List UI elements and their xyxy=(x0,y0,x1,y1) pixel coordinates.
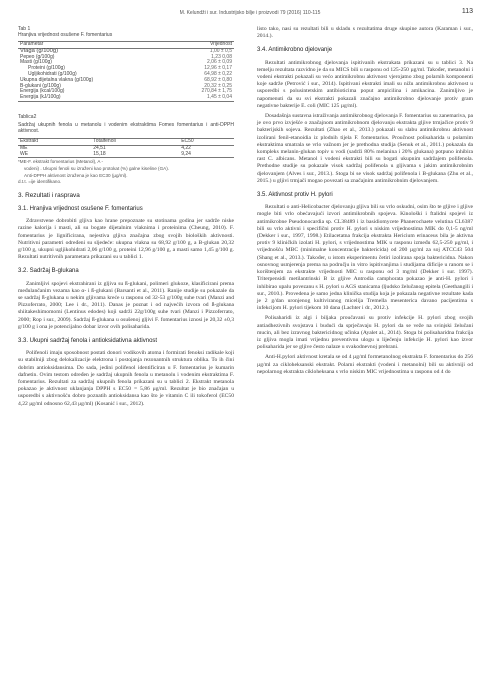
table-cell-value: 20,32 ± 0,25 xyxy=(204,82,232,89)
table-2-footnote: vodeni) . Ukupni fenoli su izraženi kao protokat (%) galne kiseline (GA). xyxy=(24,165,170,171)
table-cell-name: Pepeo (g/100g) xyxy=(20,53,55,60)
paragraph: listo tako, nasi su rezultati bili u skladu s rezultatima druge skupine autora (Karaman i sur., 2014.). xyxy=(257,26,473,40)
subsection-heading: 3.5. Aktivnost protiv H. pylori xyxy=(257,192,333,199)
table-cell-name: Energija (kJ/100g) xyxy=(18,95,167,101)
table-cell-name: ME xyxy=(20,144,28,151)
table-1-col-header: Parametar xyxy=(18,42,167,49)
table-cell-name: Ugljikohidrati (g/100g) xyxy=(28,70,77,77)
table-cell-name: Masti (g/100g) xyxy=(20,59,52,66)
table-2-col-header: Totalfenoli xyxy=(91,138,179,145)
table-cell-name: Ukupna dijetalna vlakna (g/100g) xyxy=(20,76,94,83)
running-header xyxy=(0,8,491,20)
table-cell-value: 15,18 xyxy=(91,152,179,158)
table-cell-value: 1,23 0,08 xyxy=(211,53,232,60)
table-2-footnote: *ME-F. ekstrakt fomentarius (Metanol), A - xyxy=(18,159,104,165)
table-cell-value: 68,92 ± 0,80 xyxy=(204,76,232,83)
table-1-caption: Hranjiva vrijednost osušene F. fomentarius xyxy=(18,32,113,38)
table-cell-value: 270,84 ± 1,75 xyxy=(201,88,232,95)
table-cell-value: 2,06 ± 0,09 xyxy=(207,59,232,66)
table-cell-value: 1,45 ± 0,04 xyxy=(167,95,234,101)
table-row xyxy=(18,95,234,101)
paragraph: Zanimljivi spojevi ekstrahirani iz gljiva su ß-glukani, polimeri glukoze, klasificirani prema međulančanim vezama kao α- i ß-glukani (Barsanti et al., 2011). Ranije studije su pokazale da se sadržaj ß-glukana u nekim gljivama kreće u rasponu od 32-53 g/100g suhe tvari (Manzi and Pizzoferrato, 2000; Lee i dr., 2011). Danas je poznat i od najvećih izvora od ß-glukana shiitakeshimomomi (Lentinus edodes) koji sadrži 22g/100g suhe tvari (Manzi i Pizzoferrato, 2000; Rop i sur., 2009). Sadržaj ß-glukana u osušenoj gljivi F. fomentarius iznosi je 20,32 ±0,3 g/100 g i ona je potencijalno dobar izvor ovih polisaharida. xyxy=(18,280,234,330)
table-1-grid xyxy=(18,41,234,102)
paragraph: Polisaharidi iz algi i biljaka proučavani su protiv infekcije H. pylori zbog svojih antiadhezivnih svojstava i budući da sprječavaju H. pylori da se veže na svinjski želučani mucin, ali bez izravnog baktericidnog učinka (Ayalet al., 2014). Stoga bi polisaharidna frakcija iz gljiva mogla imati vrijednu preventivnu ulogu u liječenju infekcije H. pylori kao izvor polisaharida jer se gljive često nalaze u svakodnevnoj prehrani. xyxy=(257,315,473,351)
running-title: M. Kelundži i sur. Industrijsko bilje i proizvodi 79 (2016) 110-115 xyxy=(179,10,321,16)
table-1-label: Tab 1 xyxy=(18,26,31,32)
table-2-footnote: d.t.t. =ije identifikano. xyxy=(18,179,62,185)
paragraph: Dosadašnja sustavna istraživanja antimikrobnog djelovanja F. fomentarius su zanemarivа, pa je ovo prvo izvješće o značajnom antimikrobnom djelovanju ekstrakta gljive trmjačice protiv 9 bakterijskih sojeva. Rezultati (Zhao et al., 2013.) pokazali su slabu antimikrobnu aktivnost izolirani fenil-etanoidia iz plodnih tijela F. fomentarius. Proučnost polisaharida u polarnim ekstraktima smatrala se vrlo važnom jer je prethodna studija (Senuk et al., 2011.) pokazala da kompleks melanin-glukan topiv u vodi (sadrži 80% melanina i 20% glukana) potpuno inhibira rast C. albicans. Metanol i vodeni ekstrakti bili su bogati ukupnim sadržajem polifenola. Prethodne studije su pokazale visok sadržaj polifenola u gljivama s jakim antimikrobnim djelovanjem (Alves i sur., 2013.). Stoga bi se visok sadržaj polifenola i B-glukana (Zhu et al., 2015.) u gljivi trmjači mogao povezati sa značajnim antimikrobnim djelovanjem. xyxy=(257,113,473,184)
table-cell-name: Vlaga (g/100g) xyxy=(20,47,59,54)
table-2-col-header: Ekstrakt xyxy=(18,138,91,145)
table-cell-name: Energija (kcal/100g) xyxy=(20,88,65,95)
table-cell-value: 9,24 xyxy=(179,152,234,158)
paragraph: Anti-H.pylori aktivnost kretala se od 4 µg/ml formetanolnog ekstrakta F. fomentarius do 256 µg/ml za cikloheksanski ekstrakt. Polarni ekstrakti (vodeni i metanolni) bili su aktivniji od nepolarnog ekstrakta cikloheksana s vrlo niskim MIC vrijednostima u rasponu od 4 do xyxy=(257,354,473,375)
subsection-heading: 3.2. Sadržaj B-glukana xyxy=(18,268,79,275)
table-cell-value: 4,22 xyxy=(181,144,191,151)
paragraph: Zdravstvene dobrobiti gljiva kao hrane prepoznate su stotinama godina jer sadrže niske razine kalorija i masti, ali su bogate dijetalnim vlaknima i proteinima (Cheung, 2010). F. fomentarius je lignificirana, nejestiva gljiva značajna zbog svojih bioloških aktivnosti. Nutritivni parametri određeni su sljedeće: ukupna vlakna su 68,92 g/100 g, a B-glukan 20,32 g/100 g, ukupni ugljikohidrati 2,06 g/100 g, proteini 12,96 g/100 g, a masti samo 1,45 g/100 g. Rezultati nutritivnih parametara prikazani su u tablici 1. xyxy=(18,218,234,261)
subsection-heading: 3.1. Hranjiva vrijednost osušene F. fomentarius xyxy=(18,205,143,212)
table-2-footnote: Anti-DPPH aktivnost izražena je kao EC30 (µg/ml). xyxy=(24,172,128,178)
table-cell-name: Proteini (g/100g) xyxy=(28,65,65,72)
table-2 xyxy=(18,114,234,185)
subsection-heading: 3.4. Antimikrobno djelovanje xyxy=(257,47,333,54)
table-row xyxy=(18,152,234,158)
table-2-col-header: EC50 xyxy=(179,138,234,145)
subsection-heading: 3.3. Ukupni sadržaj fenola i antioksidativna aktivnost xyxy=(18,337,158,344)
table-cell-value: 12,96 ± 0,17 xyxy=(204,65,232,72)
paragraph: Rezultati o anti-Helicobacter djelovanju gljiva bili su vrlo oskudni, osim što te gljive i gljive mogle biti vrlo obećavajući izvori antimikrobnih spojeva. Kinološki i ftalidni spojevi iz antimikrobne Pseudonocardia sp. CL38489 i iz basidiomycete Phanerochaete velutina CL6387 bili su vrlo aktivni i specifični protiv H. pylori s niskim vrijednostima MIK do 0,1-5 ng/ml (Dekker i sur., 1997, 1998.) Etilacetatna frakcija ekstrakta Hericium erinaceus bila je aktivna protiv 9 kliničkih izolati H. pylori, s vrijednostima MIK u rasponu između 62,5-250 µg/ml, i vrijednošću MBC (minimalne koncentracije baktericida) od 200 µg/ml za soj ATCC43 504 (Shang et al., 2013.). Također, u istom eksperimentu četiri izolirana spoja baktericidna. Nakon osnovnog usmjerenja prema na području in vitro ispitivanjima i studijama dificije u ranom se i korištenjem za ekstrakte vrijednosti MIC u rasponu od 3 mg/ml (Dekker i sur. 1997). Triterpensidi metilantrinski B iz gljive Antrodia camphorata pokazao je anti-H. pylori i inhibirao upalu povezanu s H. pylori u AGS stanicama (ljudsko želučanog epitela (Geethangili i sur., 2010.). Provedena je samo jedna klinička studija koja je pokazala negativne rezultate kada je 2 g/dan uronjenog kultiviranog micelija Tremella mesenterica davano pacijentima s infekcijom H. pylori tijekom 10 dana (Lachter i dr., 2012.). xyxy=(257,204,473,312)
paragraph: Polifenoli imaju sposobnost postati donori vodikovih atoma i formirati fenoksi radikale koji su stabilniji zbog delokalizacije elektrona i postojanja rezonantnih struktura oblika. To ih čini dobrim antioksidansima. Do sada, jedini polifenol identificiran u F. fomentarius je kumarin dafnetin. Ovim testom određen je sadržaj ukupnih fenola u metanolu i vodenim ekstraktima F. fomentarius. Rezultati za sadržaj ukupnih fenola prikazani su u tablici 2. Ekstrakt metanola pokazao je aktivnost uklanjanja DPPH s EC50 = 5,86 μg/ml. Rezultat je bio značajan u usporedbi s aktivnošću dobro poznatih antioksidansa kao što je vitamin C ili tokoferol (EC50 4,22 μg/ml odnosno 62,43 μg/ml) (Kosanić i sur., 2012). xyxy=(18,350,234,407)
table-cell-name: B-glukani (g/100g) xyxy=(20,82,61,89)
table-cell-value: 64,98 ± 0,22 xyxy=(204,70,232,77)
table-2-grid xyxy=(18,138,234,158)
paragraph: Rezultati antimikrobnog djelovanja ispitivanih ekstrakata prikazani su u tablici 3. Na temelju rezultata razvidno je da su MICS bili u rasponu od 125-250 µg/ml. Također, metanolni i vodeni ekstrakti pokazali su većo antimikrobnu aktivnost vjerojatno zbog polarnih komponenti koje sadrže (Petrović i sur., 2014). Ispitivani ekstrakti imali su nižu antimikrobnu aktivnost u usporedbi s polusintetskim antibioticima poput ampicilina i amikacina. Zanimljivo je napomenuti da su svi ekstrakti pokazali značajno antimikrobno djelovanje protiv gram negativne bakterije E. coli (MIC 125 µg/ml). xyxy=(257,59,473,109)
table-2-label: Tablica2 xyxy=(18,113,37,120)
table-cell-value: 1,00 ± 0,5 xyxy=(209,47,232,54)
right-column xyxy=(257,26,473,379)
table-2-caption: Sadržaj ukupnih fenola u metanolu i vodenim ekstraktima Fomes fomentarius i anti-DPPH aktivnost. xyxy=(18,121,234,134)
table-1 xyxy=(18,26,234,102)
table-1-col-header: Vrijednost xyxy=(167,42,234,49)
table-cell-value: 24,51 xyxy=(93,144,106,151)
section-heading: 3. Rezultati i rasprava xyxy=(18,191,80,199)
left-column xyxy=(18,26,234,411)
page-number: 113 xyxy=(461,8,473,15)
table-cell-name: WE xyxy=(18,152,91,158)
